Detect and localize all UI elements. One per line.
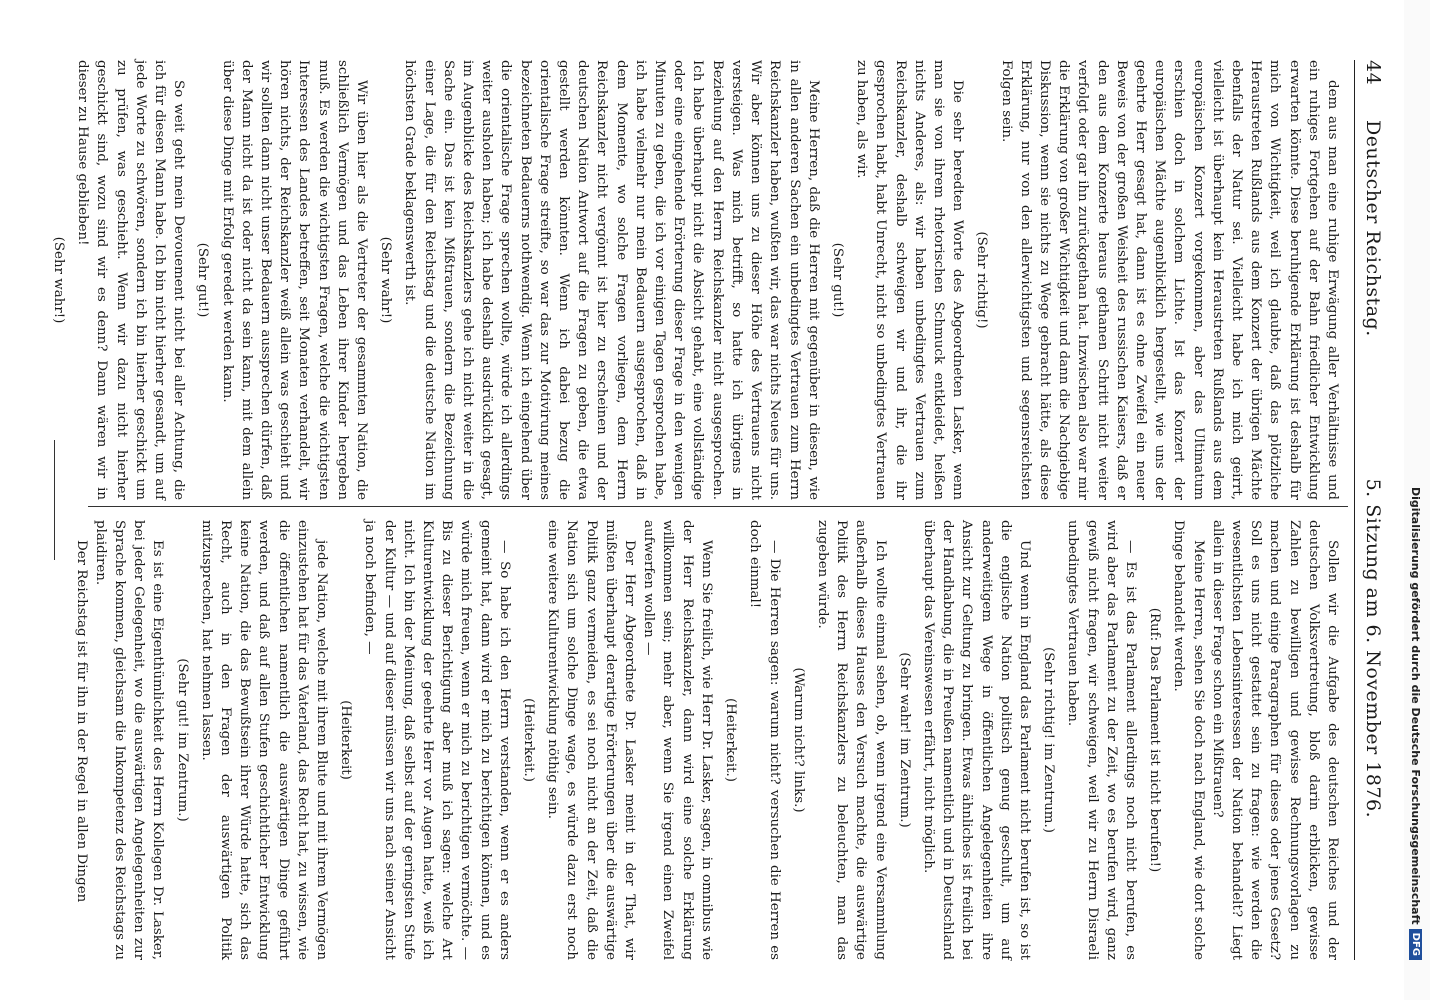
interjection: (Heiterkeit) bbox=[338, 700, 354, 780]
text-column-left bbox=[44, 60, 1342, 500]
paragraph: Meine Herren, daß die Herren mit gegenüber in diesen, wie in allen anderen Sachen ein unbedingtes Vertrauen zum Herrn Reichskanzler haben, wußten wir, das war nichts Neues für uns. Wir aber können uns zu dieser Höhe des Vertrauens nicht versteigen. Was mich betrifft, so hatte ich übrigens in Beziehung auf den Herrn Reichskanzler nicht ausgesprochen. Ich habe überhaupt nicht die Absicht gehabt, eine vollständige oder eine eingehende Erörterung dieser Frage in den wenigen Minuten zu geben, die ich vor einigen Tagen gesprochen habe, ich habe vielmehr nur mein Bedauern ausgesprochen, daß in dem Momente, wo solche Fragen vorliegen, dem Herrn Reichskanzler nicht vergönnt ist hier zu erscheinen und der deutschen Nation Antwort auf die Fragen zu geben, die etwa gestellt werden könnten. Wenn ich dabei bezug die orientalische Frage streifte, so war das zur Motivirung meines bezeichneten Bedauerns nothwendig. Wenn ich eingehend über die orientalische Frage sprechen wollte, würde ich allerdings weiter ausholen haben; ich habe deshalb ausdrücklich gesagt, im Augenblicke des Reichskanzlers gehe ich nicht weiter in die Sache ein. Das ist kein Mißtrauen, sondern die Bezeichnung einer Lage, die für den Reichstag und die deutsche Nation im höchsten Grade beklagenswerth ist. bbox=[402, 60, 821, 500]
header-rule bbox=[1354, 60, 1355, 960]
credit-line bbox=[1404, 0, 1428, 1000]
paragraph: Wir üben hier als die Vertreter der gesammten Nation, die schließlich Vermögen und das Leben ihrer Kinder hergeben muß. Es werden die wichtigsten Fragen, welche die wichtigsten Interessen des Landes betreffen, seit Monaten verhandelt, wir hören nichts, der Reichskanzler weiß allein was geschieht und wir sollten dann nicht unser Bedauern aussprechen dürfen, daß der Mann nicht da ist oder nicht da sein kann, mit dem allein über diese Dinge mit Erfolg geredet werden kann. bbox=[219, 60, 370, 500]
paragraph: Sollen wir die Aufgabe des deutschen Reiches und der deutschen Volksvertretung, bloß darin erblicken, gewisse Zahlen zu bewilligen und gewisse Rechnungsvorlagen zu machen und einige Paragraphen für dieses oder jenes Gesetz? Soll es uns nicht gestattet sein zu fragen: wie werden die wesentlichsten Lebensinteressen der Nation behandelt? Liegt allein in dieser Frage schon ein Mißtrauen? bbox=[1209, 520, 1340, 960]
text-column-right bbox=[71, 520, 1342, 960]
paragraph: Ich wollte einmal sehen, ob, wenn irgend eine Versammlung außerhalb dieses Hauses den Versuch machte, die auswärtige Politik des Herrn Reichskanzlers zu beleuchten, man das zugeben würde. bbox=[814, 520, 888, 960]
publication-title: Deutscher Reichstag. bbox=[1362, 120, 1384, 337]
paragraph: Und wenn in England das Parlament nicht berufen ist, so ist die englische Nation politisch genug geschult, um auf anderweitigem Wege in öffentlichen Angelegenheiten ihre Ansicht zur Geltung zu bringen. Etwas ähnliches ist freilich bei der Handhabung, die in Preußen namentlich und in Deutschland überhaupt das Vereinswesen erfährt, nicht möglich. bbox=[920, 520, 1032, 960]
interjection: (Sehr richtig! im Zentrum.) bbox=[1041, 647, 1057, 833]
paragraph: — Es ist das Parlament allerdings noch nicht berufen, es wird aber das Parlament zu der Zeit, wo es berufen wird, ganz gewiß nicht fragen, wir schweigen, weil wir zu Herrn Disraeli unbedingtes Vertrauen haben. bbox=[1065, 520, 1138, 960]
credit-text: Digitalisierung gefördert durch die Deutsche Forschungsgemeinschaft bbox=[1409, 486, 1423, 925]
paragraph: Der Reichstag ist für ihn in der Regel in allen Dingen bbox=[73, 540, 89, 903]
paragraph: Wenn Sie freilich, wie Herr Dr. Lasker, sagen, in omnibus wie der Herr Reichskanzler, dann wird eine solche Erklärung willkommen sein; mehr aber, wenn Sie irgend einen Zweifel aufwerfen wollen — bbox=[641, 520, 714, 960]
paragraph: Meine Herren, sehen Sie doch nach England, wie dort solche Dinge behandelt werden. bbox=[1171, 520, 1206, 960]
paragraph: — Die Herren sagen: warum nicht? versuchen die Herren es doch einmal! bbox=[747, 520, 782, 960]
paragraph: Es ist eine Eigenthümlichkeit des Herrn Kollegen Dr. Lasker, bei jeder Gelegenheit, wo die auswärtigen Angelegenheiten zur Sprache kommen, gleichsam die Inkompetenz des Reichstags zu plaidiren. bbox=[92, 520, 166, 960]
dfg-logo: DFG bbox=[1410, 929, 1423, 960]
paragraph: Die sehr beredten Worte des Abgeordneten Lasker, wenn man sie von ihrem rhetorischen Schmuck entkleidet, heißen nichts Anderes, als: wir haben unbedingtes Vertrauen zum Reichskanzler, deshalb schweigen wir und ihr, die ihr gesprochen habt, habt Unrecht, nicht so unbedingtes Vertrauen zu haben, als wir. bbox=[854, 60, 966, 500]
page-number: 44 bbox=[1362, 60, 1384, 86]
footer-rule bbox=[54, 440, 55, 560]
paragraph: dem aus man eine ruhige Erwägung aller Verhältnisse und ein ruhiges Fortgehen auf der Bahn friedlicher Entwicklung erwarten könnte. Diese beruhigende Erklärung ist deshalb für mich von Wichtigkeit, weil ich glaubte, daß das plötzliche Heraustreten Rußlands aus dem Konzert der übrigen Mächte ebenfalls der Natur sei. Vielleicht habe ich mich geirrt, vielleicht ist überhaupt kein Heraustreten Rußlands aus dem europäischen Konzert vorgekommen, aber das Ultimatum erschien doch in solchem Lichte. Ist das Konzert der europäischen Mächte augenblicklich hergestellt, wie uns der geehrte Herr gesagt hat, dann ist es ohne Zweifel ein neuer Beweis von der großen Weisheit des russischen Kaisers, daß er den aus dem Konzerte heraus gethanen Schritt nicht weiter verfolgt oder gar ihn zurückgethan hat. Inzwischen also war mir die Erklärung von großer Wichtigkeit und dann die Nachgiebige Diskussion, wenn sie nichts zu Wege gebracht hätte, als diese Erklärung, nur von den allerwichtigsten und segensreichsten Folgen sein. bbox=[998, 60, 1340, 500]
interjection: (Sehr wahr!) bbox=[378, 236, 394, 324]
interjection: (Sehr gut!) bbox=[829, 242, 845, 318]
interjection: (Heiterkeit.) bbox=[521, 698, 537, 782]
interjection: (Sehr wahr!) bbox=[51, 236, 66, 324]
paragraph: — So habe ich den Herrn verstanden, wenn er es anders gemeint hat, dann wird er mich zu berichtigen können, und es würde mich freuen, wenn er mich zu berichtigen vermöchte. — Bis zu dieser Berichtigung aber muß ich sagen: welche Art Kulturentwicklung der geehrte Herr vor Augen hatte, weiß ich nicht. Ich bin der Meinung, daß selbst auf der geringsten Stufe der Kultur — und auf dieser müssen wir uns nach seiner Ansicht ja noch befinden, — bbox=[362, 520, 512, 960]
page-header bbox=[1358, 60, 1388, 960]
paragraph: So weit geht mein Devouement nicht bei aller Achtung, die ich für diesen Mann habe. Ich bin nicht hierher gesandt, um auf jede Worte zu schwören, sondern ich bin hierher geschickt um zu prüfen, was geschieht. Wenn wir dazu nicht hierher geschickt sind, wozu sind wir es denn? Dann wären wir in dieser zu Hause geblieben! bbox=[75, 60, 187, 500]
session-title: 5. Sitzung am 6. November 1876. bbox=[1362, 478, 1384, 819]
interjection: (Sehr gut! im Zentrum.) bbox=[174, 658, 190, 822]
paragraph: Der Herr Abgeordnete Dr. Lasker meint in der That, wir müßten überhaupt derartige Erörterungen über die auswärtige Politik ganz vermeiden, es sei noch nicht an der Zeit, daß die Nation sich um solche Dinge wage, es würde dazu erst noch eine weitere Kulturentwicklung nöthig sein. bbox=[545, 520, 638, 960]
column-divider bbox=[88, 506, 1348, 507]
interjection: (Sehr wahr! im Zentrum.) bbox=[896, 652, 912, 828]
paragraph: jede Nation, welche mit ihrem Blute und mit ihrem Vermögen einzustehen hat für das Vaterland, das Recht hat, zu wissen, wie die öffentlichen namentlich die auswärtigen Dinge geführt werden, und daß auf allen Stufen geschichtlicher Entwicklung keine Nation, die das Bewußtsein ihrer Würde hatte, sich das Recht, auch in den Fragen der auswärtigen Politik mitzusprechen, hat nehmen lassen. bbox=[198, 520, 330, 961]
interjection: (Sehr richtig!) bbox=[974, 231, 990, 329]
interjection: (Ruf: Das Parlament ist nicht berufen!) bbox=[1147, 607, 1163, 873]
interjection: (Warum nicht? links.) bbox=[790, 667, 806, 813]
interjection: (Heiterkeit.) bbox=[723, 698, 739, 782]
interjection: (Sehr gut!) bbox=[195, 242, 211, 318]
